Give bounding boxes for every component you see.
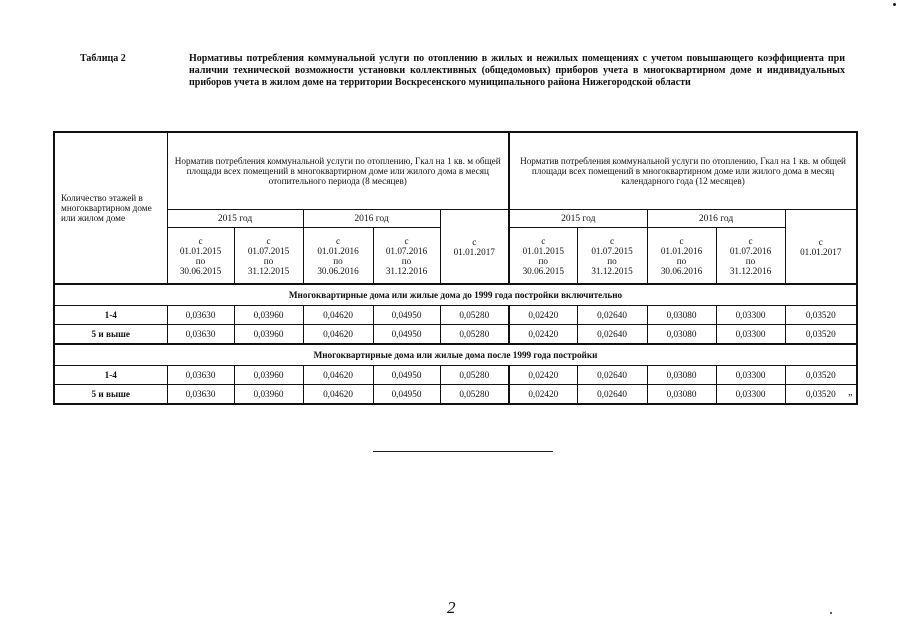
value-cell: 0,03080 [647,385,716,405]
value-cell: 0,03520 [785,306,857,325]
value-cell: 0,03300 [716,366,785,385]
value-cell: 0,05280 [440,306,509,325]
period-header: с 01.07.2016 по 31.12.2016 [373,228,440,285]
value-cell: 0,03080 [647,306,716,325]
value-cell: 0,03080 [647,325,716,345]
value-cell: 0,03630 [167,366,234,385]
row-label: 5 и выше [54,385,167,405]
section-title: Многоквартирные дома или жилые дома до 1999 года постройки включительно [54,284,857,306]
year-header: 2015 год [509,210,647,228]
value-cell: 0,02640 [577,366,647,385]
row-label: 1-4 [54,366,167,385]
value-cell: 0,03960 [234,385,303,405]
value-cell: 0,04950 [373,366,440,385]
value-cell: 0,03520 [785,325,857,345]
row-label: 5 и выше [54,325,167,345]
value-cell: 0,04620 [303,366,373,385]
value-cell: 0,02420 [509,306,577,325]
value-cell: 0,04950 [373,325,440,345]
period-header: с 01.01.2015 по 30.06.2015 [167,228,234,285]
scan-speck [893,3,896,6]
value-cell: 0,03300 [716,306,785,325]
value-cell: 0,04950 [373,385,440,405]
period-header: с 01.01.2017 [440,210,509,285]
section-title: Многоквартирные дома или жилые дома после 1999 года постройки [54,344,857,366]
value-cell: 0,03630 [167,325,234,345]
period-header: с 01.07.2015 по 31.12.2015 [577,228,647,285]
floors-header: Количество этажей в многоквартирном доме или жилом доме [54,132,167,284]
value-cell: 0,03300 [716,325,785,345]
value-cell: 0,05280 [440,366,509,385]
year-header: 2016 год [303,210,440,228]
closing-rule [373,451,553,452]
period-header: с 01.01.2017 [785,210,857,285]
year-header: 2016 год [647,210,785,228]
page-number: 2 [447,598,456,617]
value-cell: 0,03630 [167,306,234,325]
value-cell: 0,03080 [647,366,716,385]
row-label: 1-4 [54,306,167,325]
scan-speck [830,612,832,614]
value-cell: 0,05280 [440,325,509,345]
consumption-norms-table [53,131,858,405]
period-header: с 01.01.2016 по 30.06.2016 [647,228,716,285]
table-row [54,306,857,325]
value-cell: 0,03960 [234,325,303,345]
value-cell: 0,02420 [509,366,577,385]
table-row [54,385,857,405]
value-cell: 0,02420 [509,325,577,345]
value-cell: 0,02640 [577,385,647,405]
value-cell: 0,03300 [716,385,785,405]
period-header: с 01.07.2015 по 31.12.2015 [234,228,303,285]
table-title: Нормативы потребления коммунальной услуги по отоплению в жилых и нежилых помещениях с учетом повышающего коэффициента при наличии технической возможности установки коллективных (общедомовых) приборов учета в многоквартирном доме и индивидуальных приборов учета в жилом доме на территории Воскресенского муниципального района Нижегородской области [189,53,845,88]
value-cell: 0,03960 [234,306,303,325]
value-cell: 0,04620 [303,385,373,405]
year-header: 2015 год [167,210,303,228]
value-cell: 0,04950 [373,306,440,325]
period-header: с 01.01.2015 по 30.06.2015 [509,228,577,285]
table-label: Таблица 2 [80,53,126,64]
value-cell: 0,02640 [577,306,647,325]
period-header: с 01.01.2016 по 30.06.2016 [303,228,373,285]
value-cell: 0,04620 [303,306,373,325]
value-cell: 0,04620 [303,325,373,345]
value-cell: 0,03630 [167,385,234,405]
value-cell: 0,03520 [785,366,857,385]
table-row [54,325,857,345]
value-cell: 0,03520 [785,385,857,405]
group-header-8-months: Норматив потребления коммунальной услуги по отоплению, Гкал на 1 кв. м общей площади всех помещений в многоквартирном доме или жилого дома в месяц отопительного периода (8 месяцев) [167,132,509,210]
table-row [54,366,857,385]
value-cell: 0,05280 [440,385,509,405]
value-cell: 0,02420 [509,385,577,405]
value-cell: 0,03960 [234,366,303,385]
period-header: с 01.07.2016 по 31.12.2016 [716,228,785,285]
closing-quote: ” [848,393,853,404]
value-cell: 0,02640 [577,325,647,345]
group-header-12-months: Норматив потребления коммунальной услуги по отоплению, Гкал на 1 кв. м общей площади всех помещений в многоквартирном доме или жилого дома в месяц календарного года (12 месяцев) [509,132,857,210]
